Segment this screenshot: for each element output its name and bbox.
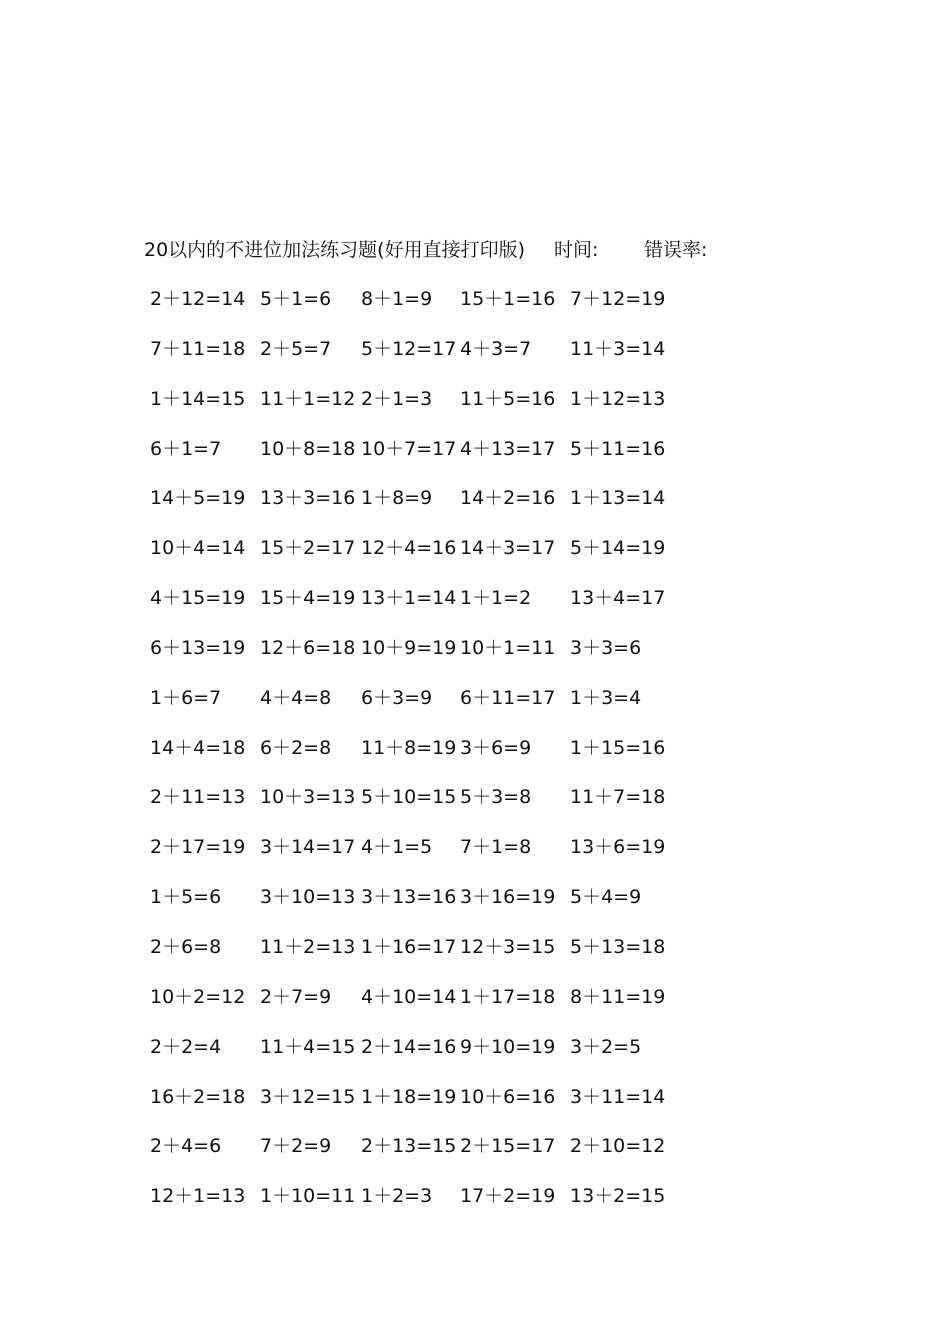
equation: 14＋4=18 [150,736,246,759]
equation: 11＋2=13 [260,935,356,958]
equation: 2＋2=4 [150,1035,222,1058]
equation: 11＋8=19 [361,736,457,759]
equation: 13＋1=14 [361,587,457,610]
equation: 3＋11=14 [570,1085,666,1108]
equation: 1＋2=3 [361,1185,433,1208]
equation-row [0,484,950,534]
equation: 5＋4=9 [570,886,642,909]
equation-row [0,584,950,634]
equation: 7＋12=19 [570,288,666,310]
equation: 13＋2=15 [570,1185,666,1208]
equation: 1＋8=9 [361,487,433,510]
equation: 5＋14=19 [570,537,666,560]
worksheet-title: 20以内的不进位加法练习题(好用直接打印版) [144,239,526,261]
equation: 6＋2=8 [260,736,332,759]
equation: 13＋3=16 [260,487,356,510]
equation: 5＋10=15 [361,786,457,809]
equation: 4＋3=7 [460,337,532,360]
equation-row [0,883,950,933]
equation: 13＋6=19 [570,836,666,859]
equation-row [0,1182,950,1232]
equation: 5＋3=8 [460,786,532,809]
equation: 14＋2=16 [460,487,556,510]
equation: 11＋7=18 [570,786,666,809]
equation: 11＋5=16 [460,387,556,410]
equation: 2＋15=17 [460,1135,556,1158]
equation: 12＋1=13 [150,1185,246,1208]
equation: 8＋11=19 [570,985,666,1008]
equation: 10＋3=13 [260,786,356,809]
equation: 6＋11=17 [460,686,556,709]
equation: 1＋13=14 [570,487,666,510]
equation-row [0,1033,950,1083]
equation-row [0,1083,950,1133]
equation: 6＋1=7 [150,437,222,460]
equation: 1＋5=6 [150,886,222,909]
equation-rows [0,285,950,1232]
equation: 2＋7=9 [260,985,332,1008]
equation: 6＋13=19 [150,636,246,659]
equation: 3＋16=19 [460,886,556,909]
equation: 2＋14=16 [361,1035,457,1058]
equation: 5＋1=6 [260,288,332,310]
equation: 1＋17=18 [460,985,556,1008]
equation: 1＋16=17 [361,935,457,958]
equation: 2＋17=19 [150,836,246,859]
equation: 9＋10=19 [460,1035,556,1058]
equation: 17＋2=19 [460,1185,556,1208]
equation: 3＋2=5 [570,1035,642,1058]
equation: 4＋15=19 [150,587,246,610]
equation: 1＋1=2 [460,587,532,610]
equation: 8＋1=9 [361,288,433,310]
equation: 4＋10=14 [361,985,457,1008]
equation: 1＋6=7 [150,686,222,709]
equation: 2＋4=6 [150,1135,222,1158]
equation: 2＋10=12 [570,1135,666,1158]
equation-row [0,634,950,684]
equation: 4＋4=8 [260,686,332,709]
equation: 7＋11=18 [150,337,246,360]
equation-row [0,1132,950,1182]
equation: 3＋13=16 [361,886,457,909]
equation: 11＋4=15 [260,1035,356,1058]
equation: 3＋14=17 [260,836,356,859]
equation: 3＋12=15 [260,1085,356,1108]
equation: 10＋9=19 [361,636,457,659]
equation: 14＋3=17 [460,537,556,560]
equation: 6＋3=9 [361,686,433,709]
equation-row [0,734,950,784]
equation: 10＋7=17 [361,437,457,460]
equation: 13＋4=17 [570,587,666,610]
equation-row [0,833,950,883]
equation: 16＋2=18 [150,1085,246,1108]
equation: 10＋4=14 [150,537,246,560]
equation: 1＋12=13 [570,387,666,410]
equation: 1＋15=16 [570,736,666,759]
error-rate-label: 错误率: [644,239,708,261]
equation: 2＋1=3 [361,387,433,410]
equation-row [0,285,950,335]
equation: 11＋1=12 [260,387,356,410]
equation: 10＋2=12 [150,985,246,1008]
equation: 12＋3=15 [460,935,556,958]
equation: 1＋14=15 [150,387,246,410]
equation: 2＋6=8 [150,935,222,958]
equation: 14＋5=19 [150,487,246,510]
equation: 7＋1=8 [460,836,532,859]
equation: 5＋12=17 [361,337,457,360]
equation-row [0,684,950,734]
equation: 4＋13=17 [460,437,556,460]
equation: 10＋6=16 [460,1085,556,1108]
equation: 3＋10=13 [260,886,356,909]
equation: 1＋18=19 [361,1085,457,1108]
equation: 3＋6=9 [460,736,532,759]
equation: 2＋13=15 [361,1135,457,1158]
equation: 10＋8=18 [260,437,356,460]
equation-row [0,933,950,983]
equation: 3＋3=6 [570,636,642,659]
equation: 2＋11=13 [150,786,246,809]
equation: 1＋3=4 [570,686,642,709]
equation: 15＋1=16 [460,288,556,310]
equation: 2＋5=7 [260,337,332,360]
equation-row [0,435,950,485]
equation: 5＋11=16 [570,437,666,460]
equation: 15＋4=19 [260,587,356,610]
equation: 7＋2=9 [260,1135,332,1158]
equation: 10＋1=11 [460,636,556,659]
equation: 5＋13=18 [570,935,666,958]
equation: 12＋6=18 [260,636,356,659]
equation: 4＋1=5 [361,836,433,859]
equation-row [0,335,950,385]
equation-row [0,783,950,833]
equation: 1＋10=11 [260,1185,356,1208]
equation: 11＋3=14 [570,337,666,360]
equation: 12＋4=16 [361,537,457,560]
equation-row [0,983,950,1033]
equation-row [0,385,950,435]
equation-row [0,534,950,584]
equation: 15＋2=17 [260,537,356,560]
time-label: 时间: [554,239,599,261]
equation: 2＋12=14 [150,288,246,310]
